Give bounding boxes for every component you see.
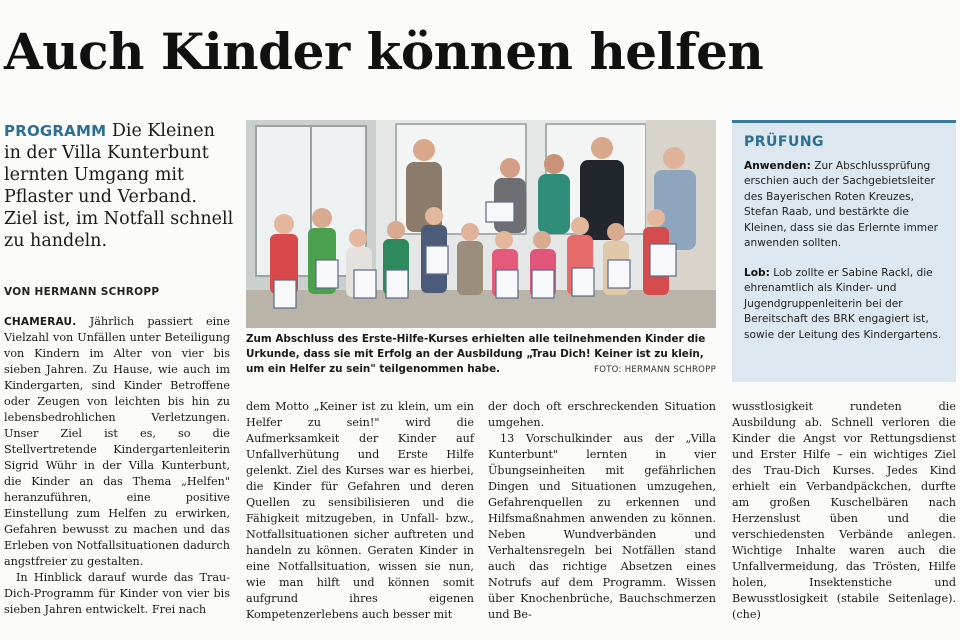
column-1-paragraph-1: Jährlich passiert eine Vielzahl von Unfällen unter Beteiligung von Kindern im Alter von vier bis sieben Jahren. Zu Hause, wie auch im Kindergarten, sind Kinder Betroffene oder Zeugen von leichten bis hin zu lebensbedrohlichen Verletzungen. Unser Ziel ist es, so die Stellvertretende Kindergartenleiterin Sigrid Wühr in der Villa Kunterbunt, die Kinder an das Thema „Helfen" heranzuführen, eine positive Einstellung zum Helfen zu erwirken, Gefahren bewusst zu machen und das Erleben von Notfallsituationen dadurch angstfreier zu gestalten. [4,315,230,568]
photo-caption [246,332,716,378]
article-column-4 [732,399,956,623]
article-column-3 [488,399,716,623]
column-1-paragraph-2: In Hinblick darauf wurde das Trau-Dich-Programm für Kinder von vier bis sieben Jahren entwickelt. Frei nach [4,571,230,616]
info-box-item-2-label: Lob: [744,266,770,279]
info-box-item-2-text: Lob zollte er Sabine Rackl, die ehrenamtlich als Kinder- und Jugendgruppenleiterin bei der Bereitschaft des BRK engagiert ist, sowie der Leitung des Kindergartens. [744,266,942,341]
article-intro [4,120,236,252]
photo-credit: FOTO: HERMANN SCHROPP [594,365,716,375]
article-column-1 [4,314,230,618]
column-2-paragraph: dem Motto „Keiner ist zu klein, um ein Helfer zu sein!" wird die Aufmerksamkeit der Kinder auf Unfallverhütung und Erste Hilfe gelenkt. Ziel des Kurses war es hierbei, die Kinder für Gefahren und deren Quellen zu sensibilisieren und die Fähigkeit mitzugeben, in Unfall- bzw., Notfallsituationen sicher auftreten und handeln zu können. Geraten Kinder in eine Notfallsituation, wissen sie nun, wie man hilft und können somit aufgrund ihres eigenen Kompetenzerlebens auch besser mit [246,400,474,621]
info-box-item-1-label: Anwenden: [744,159,811,172]
column-4-paragraph: wusstlosigkeit rundeten die Ausbildung ab. Schnell verloren die Kinder die Angst vor Rettungsdienst und Erster Hilfe – ein wichtiges Ziel des Trau-Dich Kurses. Jedes Kind erhielt ein Verbandpäckchen, durfte am großen Kuschelbären nach Herzenslust üben und die verschiedensten Verbände anlegen. Wichtige Inhalte waren auch die Unfallvermeidung, das Trösten, Hilfe holen, Insektenstiche und Bewusstlosigkeit (stabile Seitenlage). (che) [732,400,956,621]
group-photo-illustration [246,120,716,328]
info-box-title: PRÜFUNG [744,134,825,150]
info-box [732,120,956,382]
info-box-item-1 [744,159,944,252]
article-byline: VON HERMANN SCHROPP [4,286,160,298]
info-box-item-1-text: Zur Abschlussprüfung erschien auch der Sachgebietsleiter des Bayerischen Roten Kreuzes, Stefan Raab, und bestärkte die Kleinen, dass sie das Erlernte immer anwenden sollten. [744,159,938,249]
article-column-2 [246,399,474,623]
article-headline: Auch Kinder können helfen [4,22,764,81]
intro-kicker: PROGRAMM [4,122,107,140]
dateline: CHAMERAU. [4,316,77,328]
info-box-item-2 [744,266,944,344]
column-3-paragraph-1: der doch oft erschreckenden Situation umgehen. [488,400,716,429]
photo-caption-text: Zum Abschluss des Erste-Hilfe-Kurses erhielten alle teilnehmenden Kinder die Urkunde, dass sie mit Erfolg an der Ausbildung „Trau Dich! Keiner ist zu klein, um ein Helfer zu sein" teilgenommen habe. [246,333,706,375]
intro-text: Die Kleinen in der Villa Kunterbunt lernten Umgang mit Pflaster und Verband. Ziel ist, im Notfall schnell zu handeln. [4,121,234,251]
article-photo [246,120,716,328]
column-3-paragraph-2: 13 Vorschulkinder aus der „Villa Kunterbunt" lernten in vier Übungseinheiten mit gefährlichen Dingen und Situationen umzugehen, Gefahrenquellen zu erkennen und Hilfsmaßnahmen anwenden zu können. Neben Wundverbänden und Verhaltensregeln bei Notfällen stand auch das richtige Absetzen eines Notrufs auf dem Programm. Wissen über Knochenbrüche, Bauchschmerzen und Be- [488,432,716,621]
